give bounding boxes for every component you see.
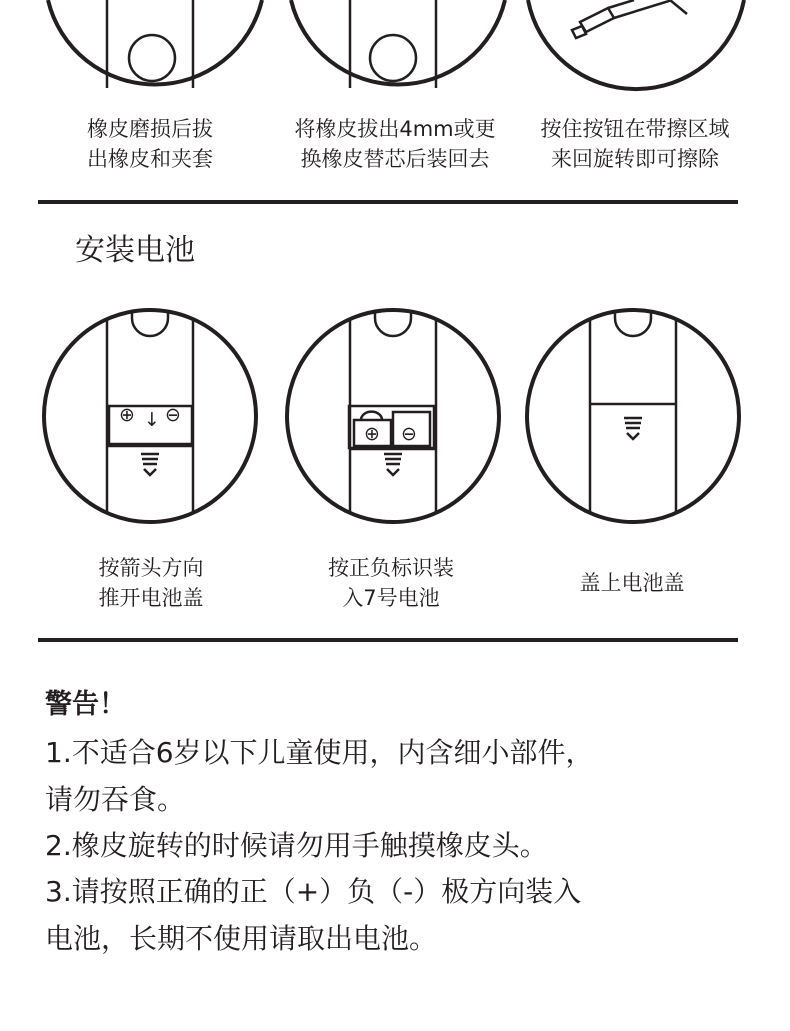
battery-step3-illustration [523, 308, 745, 526]
eraser-step3-caption: 按住按钮在带擦区域 来回旋转即可擦除 [540, 117, 730, 171]
section-divider-top [38, 200, 738, 204]
section-divider-bottom [38, 638, 738, 642]
battery-step1-plus-icon: ⊕ [119, 404, 135, 426]
eraser-step1-caption: 橡皮磨损后拔 出橡皮和夹套 [87, 117, 213, 171]
warning-title: 警告！ [45, 689, 126, 720]
battery-step2-plus-icon: ⊕ [364, 423, 380, 445]
warning-line-5: 电池，长期不使用请取出电池。 [45, 922, 438, 955]
battery-step3-caption: 盖上电池盖 [579, 571, 685, 595]
eraser-step3-illustration [522, 0, 752, 100]
warning-line-4: 3.请按照正确的正（+）负（-）极方向装入 [45, 875, 582, 908]
battery-step1-caption: 按箭头方向 推开电池盖 [98, 556, 204, 610]
battery-step1-minus-icon: ⊖ [165, 404, 181, 426]
battery-step2-minus-icon: ⊖ [401, 423, 417, 445]
eraser-step2-caption: 将橡皮拔出4mm或更 换橡皮替芯后装回去 [294, 117, 496, 171]
battery-step2-illustration [283, 308, 505, 526]
battery-step1-arrow-icon: ↓ [144, 409, 160, 431]
eraser-step2-illustration [283, 0, 513, 100]
warning-line-2: 请勿吞食。 [45, 783, 186, 816]
battery-section-title: 安装电池 [75, 233, 195, 268]
eraser-step1-illustration [40, 0, 270, 100]
battery-step2-caption: 按正负标识装 入7号电池 [328, 556, 454, 610]
warning-line-1: 1.不适合6岁以下儿童使用，内含细小部件， [45, 736, 594, 769]
warning-line-3: 2.橡皮旋转的时候请勿用手触摸橡皮头。 [45, 829, 548, 862]
